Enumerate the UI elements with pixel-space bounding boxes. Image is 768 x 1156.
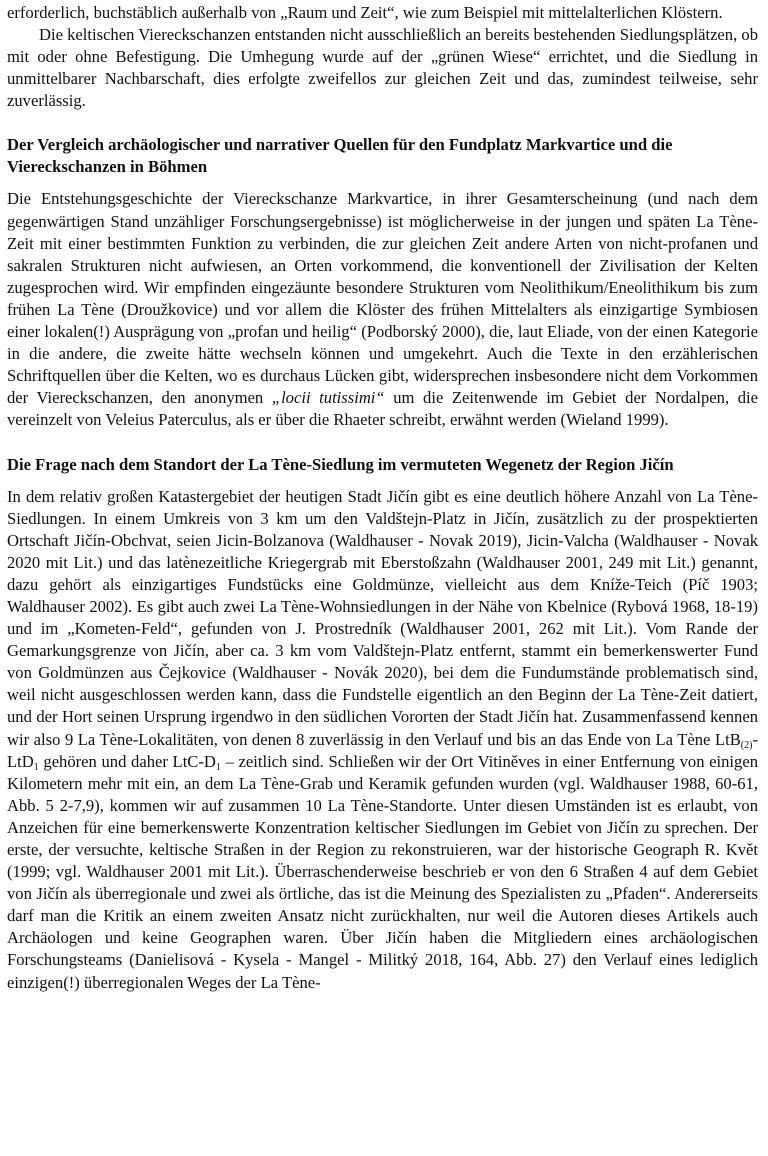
paragraph-jicin-text-d: – zeitlich sind. Schließen wir der Ort Vitiněves in einer Entfernung von einigen Kilometern mehr mit ein, an dem La Tène-Grab und Keramik gefunden wurden (vgl. Waldhauser 1988, 60-61, Abb. 5 2-7,9), kommen wir auf zusammen 10 La Tène-Standorte. Unter diesen Umständen ist es erlaubt, von Anzeichen für eine bemerkenswerte Konzentration keltischer Siedlungen im Gebiet von Jičín zu sprechen. Der erste, der versuchte, keltische Straßen in der Region zu rekonstruieren, war der historische Geograph R. Květ (1999; vgl. Waldhauser 2001 mit Lit.). Überraschenderweise beschrieb er von den 6 Straßen 4 auf dem Gebiet von Jičín als überregionale und zwei als örtliche, das ist die Meinung des Spezialisten zu „Pfaden“. Andererseits darf man die Kritik an einem zweiten Ansatz nicht zurückhalten, nur weil die Autoren dieses Artikels auch Archäologen und keine Geographen waren. Über Jičín haben die Mitgliedern eines archäologischen Forschungsteams (Danielisová - Kysela - Mangel - Militký 2018, 164, Abb. 27) den Verlauf eines lediglich einzigen(!) überregionalen Weges der La Tène- — [7, 751, 759, 992]
paragraph-markvartice-text-a: Die Entstehungsgeschichte der Viereckschanze Markvartice, in ihrer Gesamterscheinung (und nach dem gegenwärtigen Stand unzähliger Forschungsergebnisse) ist möglicherweise in der jungen und späten La Tène-Zeit mit einer bestimmten Funktion zu verbinden, die zur gleichen Zeit andere Arten von nicht-profanen und sakralen Strukturen nicht aufwiesen, an Orten vorkommend, die konventionell der Zivilisation der Kelten zugesprochen wird. Wir empfinden eingezäunte besondere Strukturen vom Neolithikum/Eneolithikum bis zum frühen La Tène (Droužkovice) und vor allem die Klöster des frühen Mittelalters als einzigartige Symbiosen einer lokalen(!) Ausprägung von „profan und heilig“ (Podborský 2000), die, laut Eliade, von der einen Kategorie in die andere, die zweite hätte wechseln können und umgekehrt. Auch die Texte in den erzählerischen Schriftquellen über die Kelten, wo es durchaus Lücken gibt, widersprechen insbesondere nicht dem Vorkommen der Viereckschanzen, den anonymen — [7, 189, 758, 408]
paragraph-continuation: erforderlich, buchstäblich außerhalb von „Raum und Zeit“, wie zum Beispiel mit mittelalterlichen Klöstern. — [7, 3, 723, 22]
paragraph-jicin — [7, 486, 758, 994]
subscript-2: (2) — [740, 739, 753, 751]
subscript-1a: 1 — [33, 761, 39, 773]
subscript-1b: 1 — [215, 761, 221, 773]
paragraph-jicin-text-a: In dem relativ großen Katastergebiet der heutigen Stadt Jičín gibt es eine deutlich höhere Anzahl von La Tène-Siedlungen. In einem Umkreis von 3 km um den Valdštejn-Platz in Jičín, zusätzlich zu der prospektierten Ortschaft Jičín-Obchvat, seien Jicin-Bolzanova (Waldhauser - Novak 2019), Jicin-Valcha (Waldhauser - Novak 2020 mit Lit.) und das latènezeitliche Kriegergrab mit Eberstoßzahn (Waldhauser 2001, 249 mit Lit.) genannt, dazu gehört als einzigartiges Fundstücks eine Goldmünze, vielleicht aus dem Kníže-Teich (Píč 1903; Waldhauser 2002). Es gibt auch zwei La Tène-Wohnsiedlungen in der Nähe von Kbelnice (Rybová 1968, 18-19) und im „Kometen-Feld“, gefunden von J. Prostredník (Waldhauser 2001, 262 mit Lit.). Vom Rande der Gemarkungsgrenze von Jičín, aber ca. 3 km vom Valdštejn-Platz entfernt, stammt ein bemerkenswerter Fund von Goldmünzen aus Čejkovice (Waldhauser - Novák 2020), bei dem die Fundumstände problematisch sind, weil nicht ausgeschlossen werden kann, dass die Fundstelle eigentlich an den Beginn der La Tène-Zeit datiert, und der Hort seinen Ursprung irgendwo in den südlichen Vororten der Stadt Jičín hat. Zusammenfassend kennen wir also 9 La Tène-Lokalitäten, von denen 8 zuverlässig in den Verlauf und bis an das Ende von La Tène LtB — [7, 486, 758, 749]
paragraph-jicin-text-b: -LtD — [7, 729, 758, 771]
paragraph-viereckschanzen: Die keltischen Viereckschanzen entstanden nicht ausschließlich an bereits bestehenden Siedlungsplätzen, ob mit oder ohne Befestigung. Die Umhegung wurde auf der „grünen Wiese“ errichtet, und die Siedlung in unmittelbarer Nachbarschaft, dies erfolgte zweifellos zur gleichen Zeit und das, zumindest teilweise, sehr zuverlässig. — [7, 25, 758, 111]
paragraph-markvartice-text-b: um die Zeitenwende im Gebiet der Nordalpen, die vereinzelt von Veleius Paterculus, als er über die Rhaeter schreibt, erwähnt werden (Wieland 1999). — [7, 388, 758, 430]
paragraph-markvartice-quote: „locii tutissimi“ — [271, 388, 385, 408]
paragraph-jicin-text-c: gehören und daher LtC-D — [38, 751, 216, 771]
paragraph-markvartice — [7, 188, 758, 431]
section-heading-comparison: Der Vergleich archäologischer und narrativer Quellen für den Fundplatz Markvartice und die Viereckschanzen in Böhmen — [7, 135, 673, 177]
section-heading-jicin: Die Frage nach dem Standort der La Tène-Siedlung im vermuteten Wegenetz der Region Jičín — [7, 454, 674, 474]
